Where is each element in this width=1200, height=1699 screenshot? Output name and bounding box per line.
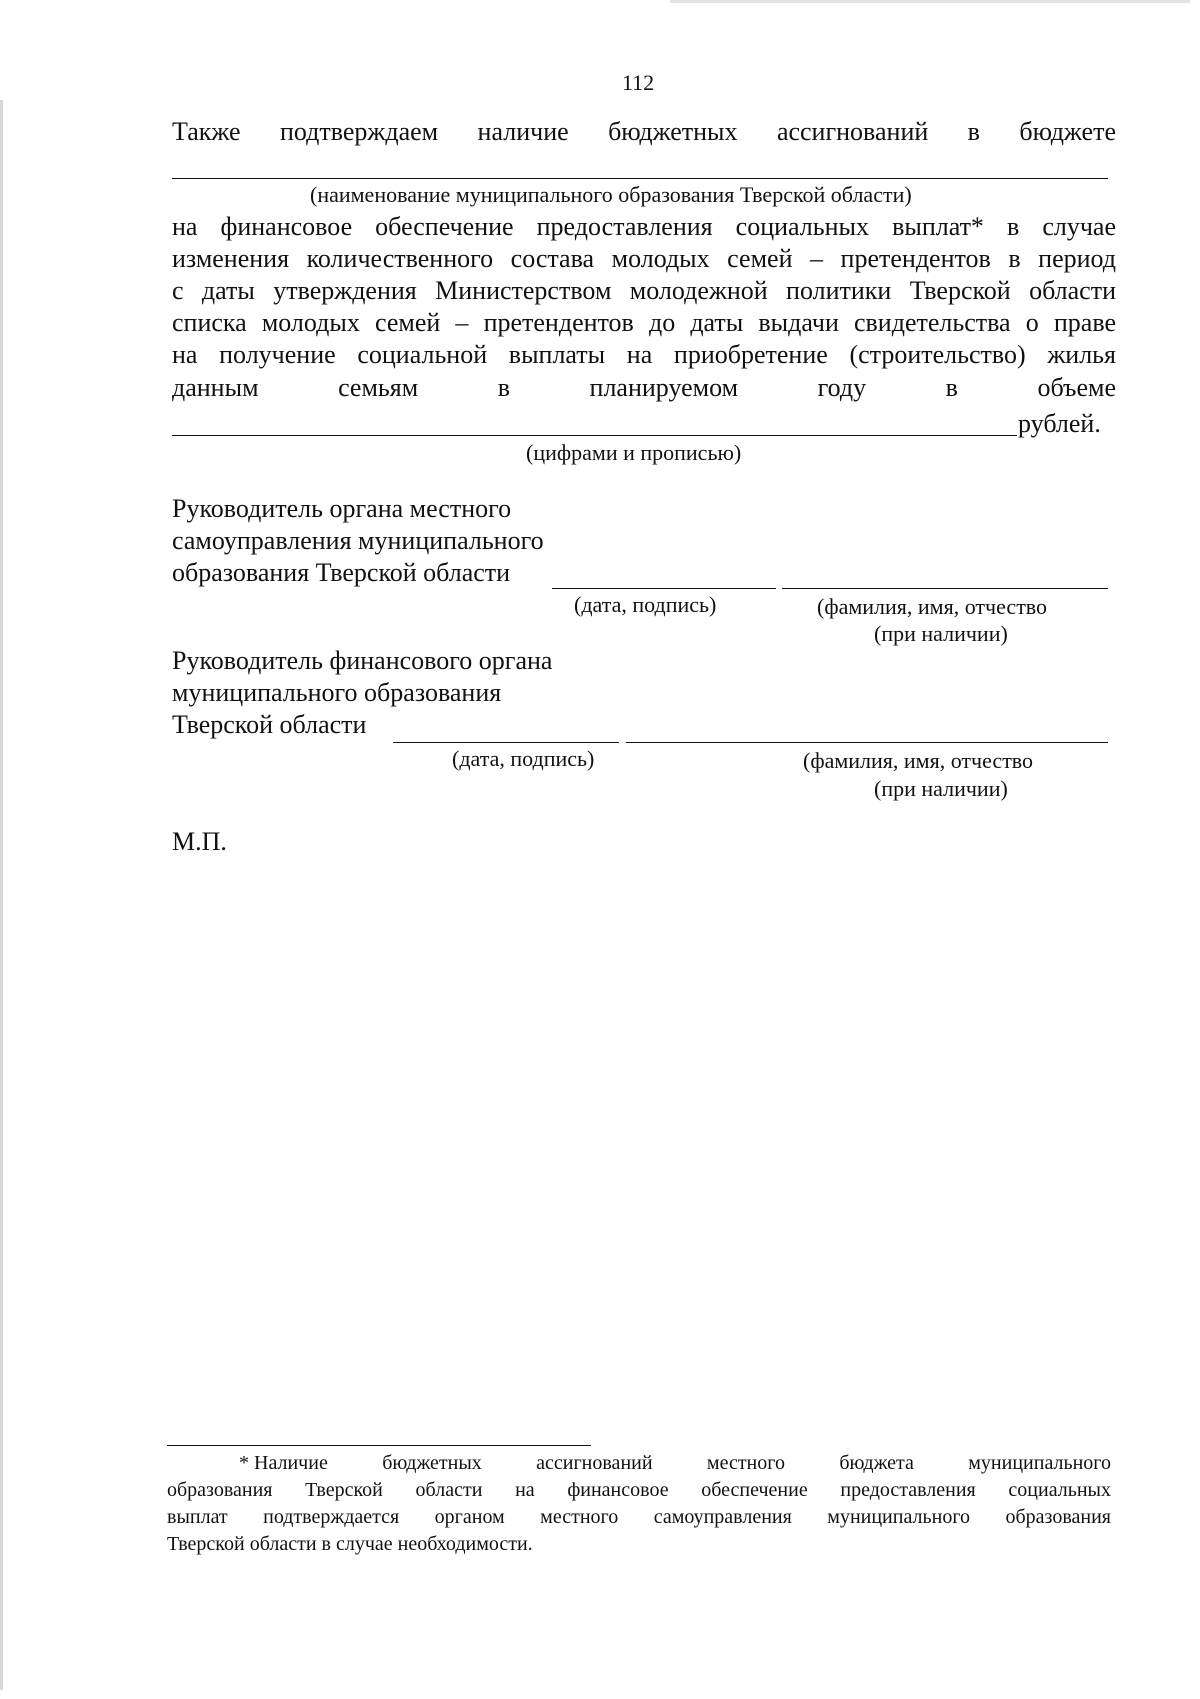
footnote-word: бюджета [839,1452,914,1474]
page-number: 112 [622,70,655,95]
volume-word: в [497,373,510,402]
intro-word: бюджетных [608,117,738,146]
municipality-blank-line[interactable] [172,178,1108,179]
signature-1-name-line[interactable] [782,588,1108,589]
footnote-word: ассигнований [536,1452,653,1474]
volume-line [172,372,1116,404]
body-line: изменения количественного состава молодых семей – претендентов в период [172,244,1116,273]
signature-1-title-line: Руководитель органа местного [172,494,512,523]
intro-line [172,116,1116,148]
intro-word: наличие [477,117,569,146]
footnote-body [167,1477,1111,1558]
footnote-line: выплат подтверждается органом местного самоуправления муниципального образования [167,1506,1111,1528]
footnote-word: местного [706,1452,785,1474]
signature-2-date-caption: (дата, подпись) [452,746,595,771]
signature-2-date-line[interactable] [393,742,619,743]
rubles-label: рублей. [1018,409,1101,438]
volume-word: году [817,373,867,402]
footnote-word [167,1450,328,1477]
footnote-word-text: Наличие [254,1452,328,1474]
footnote-line: образования Тверской области на финансовое обеспечение предоставления социальных [167,1479,1111,1501]
footnote-word: бюджетных [382,1452,482,1474]
body-line: на финансовое обеспечение предоставления социальных выплат* в случае [172,212,1116,241]
signature-1-title-line: самоуправления муниципального [172,526,544,555]
footnote-line: Тверской области в случае необходимости. [167,1533,533,1555]
amount-caption: (цифрами и прописью) [526,440,742,465]
intro-word: в [967,117,980,146]
signature-1-title-line: образования Тверской области [172,558,511,587]
signature-2-name-caption: (фамилия, имя, отчество [803,748,1034,773]
amount-blank-line[interactable] [172,435,1017,436]
body-line: на получение социальной выплаты на приобретение (строительство) жилья [172,340,1116,369]
intro-word: подтверждаем [279,117,439,146]
footnote-first-line [167,1450,1111,1477]
footnote-word: муниципального [968,1452,1111,1474]
intro-word: Также [172,117,241,146]
municipality-caption: (наименование муниципального образования Тверской области) [310,182,912,207]
body-paragraph [172,211,1116,371]
volume-word: семьям [338,373,419,402]
body-line: списка молодых семей – претендентов до даты выдачи свидетельства о праве [172,308,1116,337]
signature-2-title-line: Тверской области [172,710,367,739]
scan-edge-top [670,0,1190,3]
volume-word: данным [172,373,259,402]
signature-1-name-caption: (фамилия, имя, отчество [817,594,1048,619]
scan-edge-left [0,100,3,1690]
signature-2-title-line: муниципального образования [172,678,502,707]
signature-2-name-line[interactable] [626,742,1108,743]
body-line: с даты утверждения Министерством молодежной политики Тверской области [172,276,1116,305]
intro-word: ассигнований [776,117,929,146]
signature-1-date-caption: (дата, подпись) [574,592,717,617]
volume-word: планируемом [589,373,739,402]
signature-1-name-caption-2: (при наличии) [874,621,1008,646]
signature-2-name-caption-2: (при наличии) [874,776,1008,801]
seal-label: М.П. [172,827,227,856]
volume-word: объеме [1037,373,1116,402]
footnote-separator [167,1445,591,1446]
signature-1-date-line[interactable] [552,588,776,589]
footnote-asterisk: * [239,1452,249,1474]
intro-word: бюджете [1019,117,1116,146]
signature-2-title-line: Руководитель финансового органа [172,646,553,675]
volume-word: в [945,373,958,402]
